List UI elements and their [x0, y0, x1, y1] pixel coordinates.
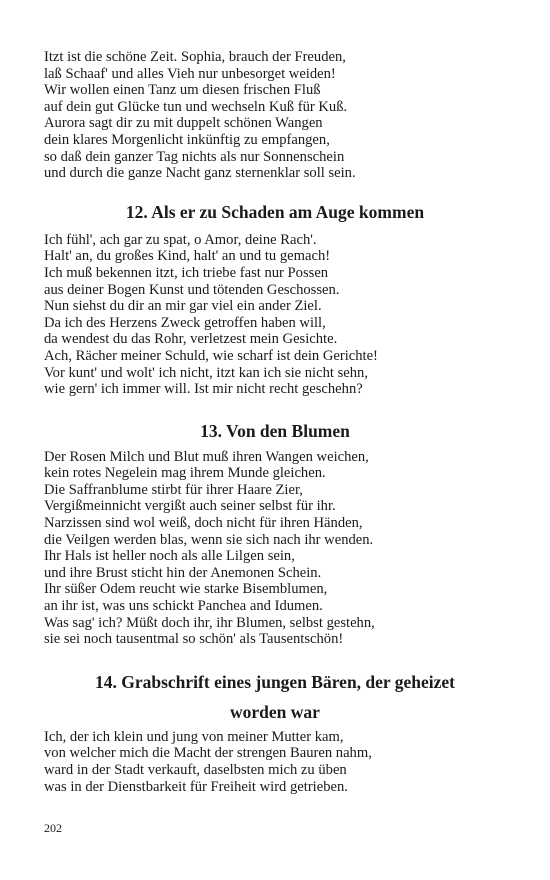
poem-line: Da ich des Herzens Zweck getroffen haben will, [44, 314, 326, 331]
poem-line: dein klares Morgenlicht inkünftig zu empfangen, [44, 131, 330, 148]
poem-14-stanza [44, 729, 514, 795]
poem-12-title: 12. Als er zu Schaden am Auge kommen [125, 201, 425, 222]
poem-line: ward in der Stadt verkauft, daselbsten mich zu üben [44, 762, 347, 778]
poem-line: da wendest du das Rohr, verletzest mein Gesichte. [44, 331, 338, 348]
poem-line: auf dein gut Glücke tun und wechseln Kuß für Kuß. [44, 98, 348, 115]
poem-line: Nun siehst du dir an mir gar viel ein ander Ziel. [44, 298, 322, 315]
poem-line: Wir wollen einen Tanz um diesen frischen Fluß [44, 82, 321, 99]
poem-line: Ihr Hals ist heller noch als alle Lilgen sein, [44, 548, 295, 565]
poem-14-title: 14. Grabschrift eines jungen Bären, der geheizet [94, 671, 455, 692]
poem-line: laß Schaaf' und alles Vieh nur unbesorget weiden! [44, 65, 336, 82]
poem-line: Die Saffranblume stirbt für ihrer Haare Zier, [44, 481, 303, 498]
poem-line: die Veilgen werden blas, wenn sie sich nach ihr wenden. [44, 531, 374, 548]
poem-12-stanza [44, 232, 514, 398]
poem-line: Vor kunt' und wolt' ich nicht, itzt kan ich sie nicht sehn, [44, 364, 368, 381]
poem-line: Ihr süßer Odem reucht wie starke Bisemblumen, [44, 581, 328, 598]
poem-13-title: 13. Von den Blumen [200, 420, 350, 441]
poem-line: Narzissen sind wol weiß, doch nicht für ihren Händen, [44, 515, 363, 532]
poem-line: Was sag' ich? Müßt doch ihr, ihr Blumen, selbst gestehn, [44, 614, 375, 631]
poem-line: Halt' an, du großes Kind, halt' an und tu gemach! [44, 248, 331, 265]
poem-line: so daß dein ganzer Tag nichts als nur Sonnenschein [44, 148, 345, 165]
poem-line: von welcher mich die Macht der strengen Bauren nahm, [44, 745, 372, 762]
poem-13-stanza [44, 449, 514, 648]
poem-line: Ach, Rächer meiner Schuld, wie scharf ist dein Gerichte! [44, 347, 378, 364]
poem-11-stanza [44, 49, 514, 182]
poem-line: Ich fühl', ach gar zu spat, o Amor, deine Rach'. [44, 231, 317, 248]
poem-14-title-continued: worden war [230, 701, 320, 722]
poem-line: und durch die ganze Nacht ganz sternenklar soll sein. [44, 165, 356, 182]
poem-line: an ihr ist, was uns schickt Panchea and Idumen. [44, 598, 323, 615]
poem-line: aus deiner Bogen Kunst und tötenden Geschossen. [44, 281, 340, 298]
poem-line: sie sei noch tausentmal so schön' als Tausentschön! [44, 631, 344, 648]
poem-line: Itzt ist die schöne Zeit. Sophia, brauch der Freuden, [44, 49, 346, 65]
page-content [44, 49, 514, 795]
poem-line: Aurora sagt dir zu mit duppelt schönen Wangen [44, 115, 323, 132]
poem-line: was in der Dienstbarkeit für Freiheit wird getrieben. [44, 778, 348, 795]
poem-line: Ich muß bekennen itzt, ich triebe fast nur Possen [44, 264, 329, 281]
poem-line: wie gern' ich immer will. Ist mir nicht recht geschehn? [44, 381, 363, 398]
page-number: 202 [44, 821, 62, 835]
poem-line: Ich, der ich klein und jung von meiner Mutter kam, [44, 728, 344, 745]
poem-line: Vergißmeinnicht vergißt auch seiner selbst für ihr. [44, 498, 336, 515]
poem-line: Der Rosen Milch und Blut muß ihren Wangen weichen, [44, 448, 369, 465]
poem-line: kein rotes Negelein mag ihrem Munde gleichen. [44, 465, 326, 482]
poem-line: und ihre Brust sticht hin der Anemonen Schein. [44, 564, 322, 581]
